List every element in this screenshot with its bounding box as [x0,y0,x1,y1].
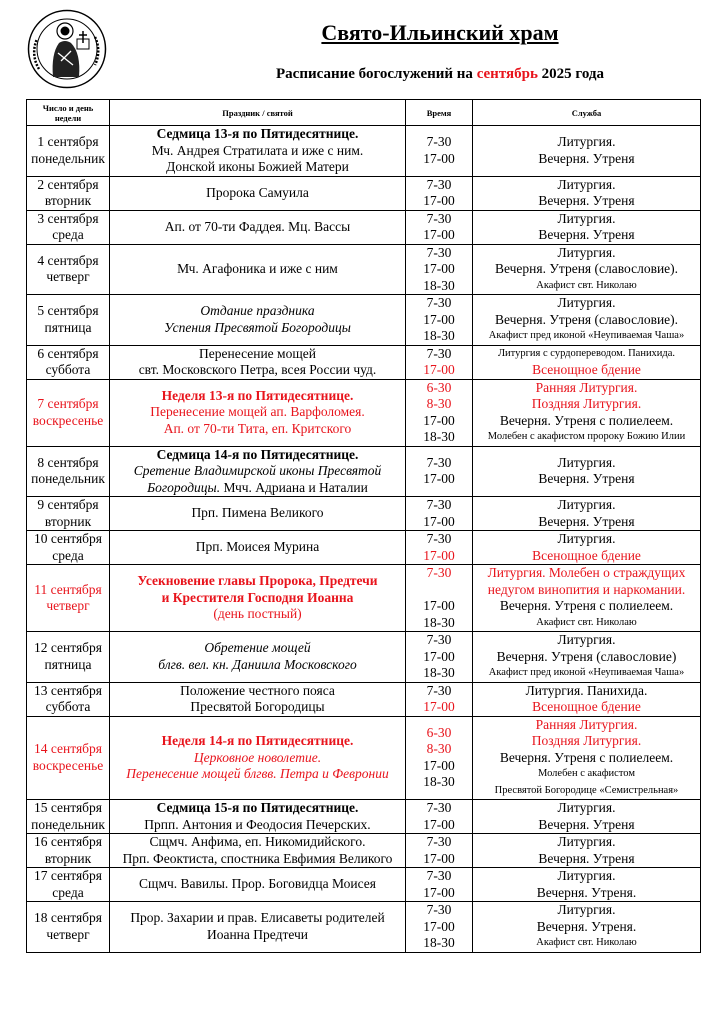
weekday: суббота [45,699,91,714]
weekday: вторник [44,193,92,208]
feast-line: Пресвятой Богородицы [190,699,325,714]
service-time: 17-00 [423,362,455,377]
service-time: 17-00 [423,648,455,664]
feast-cell [110,682,406,716]
time-cell [406,379,473,446]
feast-line: Иоанна Предтечи [206,926,309,942]
feast-line: Перенесение мощей [199,345,316,361]
feast-line: (день постный) [213,606,302,622]
feast-line: Успения Пресвятой Богородицы [164,319,351,335]
service-line: Вечерня. Утреня. [536,884,637,900]
feast-line: Мч. Андрея Стратилата и иже с ним. [151,142,364,158]
service-line: Акафист свт. Николаю [536,937,637,948]
day-date: 1 сентября [37,134,99,150]
service-line: Молебен с акафистом [538,768,635,779]
service-time: 18-30 [423,429,455,444]
feast-line: Прпп. Антония и Феодосия Печерских. [144,816,371,832]
service-line: Вечерня. Утреня [538,816,635,832]
service-time: 17-00 [423,884,455,900]
service-time: 7-30 [426,531,452,546]
feast-cell [110,800,406,834]
day-date: 4 сентября [37,252,99,268]
date-cell [27,632,110,683]
service-time: 7-30 [426,868,452,883]
subtitle-prefix: Расписание богослужений на [276,66,477,82]
table-row [27,716,701,800]
weekday: четверг [46,269,90,285]
feast-line: Положение честного пояса [180,682,335,698]
table-row [27,632,701,683]
time-cell [406,868,473,902]
time-cell [406,716,473,800]
day-date: 3 сентября [37,210,99,226]
date-cell [27,210,110,244]
service-time: 17-00 [423,227,455,242]
service-time: 7-30 [426,345,452,361]
feast-cell [110,565,406,632]
service-line: Акафист пред иконой «Неупиваемая Чаша» [488,330,685,341]
time-cell [406,345,473,379]
feast-cell [110,531,406,565]
service-line: Литургия. [557,497,616,512]
service-line: Поздняя Литургия. [531,733,642,748]
service-line: Литургия. [557,176,616,192]
service-line: Литургия. [557,834,616,849]
date-cell [27,682,110,716]
weekday: воскресенье [32,757,104,773]
feast-line: Седмица 13-я по Пятидесятнице. [156,126,359,141]
service-time: 7-30 [426,176,452,192]
table-row [27,682,701,716]
service-line: Литургия. [557,454,616,470]
weekday: понедельник [31,816,105,832]
service-line: Акафист свт. Николаю [536,279,637,291]
weekday: суббота [45,362,91,377]
service-line: Акафист свт. Николаю [536,616,637,628]
col-header-service: Служба [473,100,701,126]
table-row [27,834,701,868]
time-cell [406,446,473,497]
date-cell [27,176,110,210]
feast-line: Прп. Феоктиста, спостника Евфимия Великого [122,850,393,866]
feast-cell [110,176,406,210]
service-line: Литургия. [557,295,616,310]
service-cell [473,800,701,834]
table-row [27,210,701,244]
service-cell [473,716,701,800]
table-row [27,868,701,902]
feast-line: Прп. Моисея Мурина [195,539,320,555]
time-cell [406,565,473,632]
day-date: 18 сентября [33,910,102,926]
col-header-feast: Праздник / святой [110,100,406,126]
time-cell [406,834,473,868]
day-date: 15 сентября [33,800,102,815]
service-time: 18-30 [423,328,455,343]
service-time: 17-00 [423,547,455,563]
feast-cell [110,295,406,346]
feast-cell [110,210,406,244]
date-cell [27,446,110,497]
col-header-date: Число и день недели [27,100,110,126]
date-cell [27,244,110,295]
service-line: Всенощное бдение [532,699,641,714]
service-line: Ранняя Литургия. [535,716,638,732]
day-date: 16 сентября [33,834,102,849]
feast-line: Седмица 14-я по Пятидесятнице. [156,446,359,462]
time-cell [406,295,473,346]
feast-cell [110,345,406,379]
table-row [27,345,701,379]
service-line: Вечерня. Утреня [538,513,635,529]
service-line: Пресвятой Богородице «Семистрельная» [494,784,679,796]
service-time: 17-00 [423,918,455,934]
time-cell [406,244,473,295]
service-time: 17-00 [423,757,455,773]
time-cell [406,126,473,177]
time-cell [406,531,473,565]
service-time: 17-00 [423,850,455,866]
table-row [27,295,701,346]
feast-cell [110,834,406,868]
feast-line: блгв. вел. кн. Даниила Московского [158,656,357,672]
feast-line: Перенесение мощей ап. Варфоломея. [150,404,365,420]
service-time [408,582,470,599]
service-line: Всенощное бдение [532,547,641,563]
service-line: недугом винопития и наркомании. [487,581,686,597]
table-row [27,800,701,834]
feast-line: и Крестителя Господня Иоанна [161,589,354,605]
service-cell [473,902,701,953]
service-line: Акафист пред иконой «Неупиваемая Чаша» [488,667,685,678]
service-time: 7-30 [426,800,452,815]
page-title: Свято-Ильинский храм [321,20,559,45]
feast-cell [110,126,406,177]
time-cell [406,902,473,953]
service-line: Вечерня. Утреня с полиелеем. [499,598,674,613]
feast-line: Неделя 14-я по Пятидесятнице. [161,733,354,748]
feast-line: Пророка Самуила [206,184,309,200]
date-cell [27,868,110,902]
date-cell [27,126,110,177]
service-time: 18-30 [423,665,455,680]
service-cell [473,295,701,346]
service-time: 7-30 [426,682,452,698]
feast-line: Обретение мощей [204,640,311,656]
service-time: 17-00 [423,261,455,276]
service-time: 17-00 [423,513,455,529]
service-line: Литургия. [557,134,616,150]
service-time: 18-30 [423,614,455,630]
weekday: среда [52,547,84,563]
feast-cell [110,244,406,295]
service-line: Поздняя Литургия. [531,396,642,411]
feast-line: Отдание праздника [200,303,315,319]
schedule-subtitle [200,66,680,83]
feast-cell [110,868,406,902]
service-cell [473,176,701,210]
time-cell [406,497,473,531]
service-cell [473,834,701,868]
time-cell [406,632,473,683]
feast-line: Неделя 13-я по Пятидесятнице. [161,387,354,403]
table-row [27,497,701,531]
subtitle-year: 2025 года [537,66,604,82]
schedule-table [26,99,701,953]
date-cell [27,295,110,346]
service-cell [473,244,701,295]
date-cell [27,531,110,565]
service-cell [473,210,701,244]
day-date: 14 сентября [33,741,102,757]
service-cell [473,632,701,683]
service-time: 17-00 [423,471,455,487]
date-cell [27,800,110,834]
table-row [27,126,701,177]
feast-cell [110,379,406,446]
weekday: среда [52,227,84,242]
service-cell [473,565,701,632]
day-date: 13 сентября [33,682,102,698]
service-line: Вечерня. Утреня [538,471,635,487]
weekday: среда [52,884,84,900]
feast-line: Донской иконы Божией Матери [166,159,349,174]
service-line: Вечерня. Утреня (славословие). [494,261,679,276]
feast-cell [110,902,406,953]
time-cell [406,682,473,716]
feast-line: Мч. Агафоника и иже с ним [177,261,338,276]
date-cell [27,497,110,531]
feast-line: Прп. Пимена Великого [191,505,324,521]
service-line: Литургия. [557,902,616,917]
service-line: Вечерня. Утреня [538,193,635,208]
table-row [27,565,701,632]
service-line: Литургия с сурдопереводом. Панихида. [497,347,676,359]
weekday: четверг [46,926,90,942]
service-line: Вечерня. Утреня с полиелеем. [499,412,674,428]
service-line: Литургия. [557,868,616,883]
schedule-body [27,126,701,953]
weekday: четверг [46,598,90,613]
weekday: вторник [44,850,92,866]
feast-cell [110,446,406,497]
service-time: 8-30 [426,396,452,411]
feast-line: Ап. от 70-ти Фаддея. Мц. Вассы [164,218,351,234]
service-time: 17-00 [423,598,455,613]
service-cell [473,126,701,177]
feast-line: свт. Московского Петра, всея России чуд. [138,362,377,377]
service-time: 18-30 [423,277,455,293]
table-row [27,176,701,210]
service-cell [473,345,701,379]
service-time: 8-30 [426,741,452,757]
date-cell [27,565,110,632]
service-time: 17-00 [423,699,455,714]
date-cell [27,834,110,868]
service-time: 18-30 [423,935,455,950]
service-line: Вечерня. Утреня (славословие) [496,648,677,664]
feast-line: Ап. от 70-ти Тита, еп. Критского [163,420,352,436]
date-cell [27,716,110,800]
feast-line: Прор. Захарии и прав. Елисаветы родителей [130,910,385,926]
col-header-time: Время [406,100,473,126]
feast-cell [110,716,406,800]
table-row [27,446,701,497]
day-date: 7 сентября [37,396,99,411]
service-line: Литургия. [557,531,616,546]
service-time: 7-30 [426,210,452,226]
service-time: 7-30 [426,244,452,260]
feast-line: Усекновение главы Пророка, Предтечи [137,573,378,589]
service-line: Литургия. Молебен о страждущих [487,565,686,580]
service-time: 7-30 [426,134,452,150]
weekday: понедельник [31,150,105,166]
service-time: 7-30 [426,902,452,917]
date-cell [27,345,110,379]
service-cell [473,497,701,531]
time-cell [406,210,473,244]
service-line: Литургия. Панихида. [525,682,648,698]
feast-cell [110,632,406,683]
service-line: Вечерня. Утреня [538,150,635,166]
day-date: 12 сентября [33,640,102,656]
service-line: Вечерня. Утреня [538,850,635,866]
date-cell [27,902,110,953]
feast-line: Сщмч. Анфима, еп. Никомидийского. [149,834,366,849]
service-line: Вечерня. Утреня (славословие). [494,311,679,327]
service-time: 7-30 [426,454,452,470]
service-time: 7-30 [426,834,452,849]
feast-line: Церковное новолетие. [193,749,322,765]
church-logo [27,9,107,89]
weekday: вторник [44,513,92,529]
service-time: 17-00 [423,412,455,428]
feast-line: Седмица 15-я по Пятидесятнице. [156,800,359,815]
service-time: 7-30 [426,497,452,512]
service-line: Литургия. [557,210,616,226]
service-line: Вечерня. Утреня [538,227,635,242]
service-time: 18-30 [423,774,455,790]
weekday: понедельник [31,471,105,487]
weekday: пятница [44,656,92,672]
day-date: 2 сентября [37,176,99,192]
service-line: Всенощное бдение [532,362,641,377]
service-time: 6-30 [426,379,452,395]
service-time: 7-30 [426,295,452,310]
table-row [27,531,701,565]
day-date: 6 сентября [37,345,99,361]
table-header-row [27,100,701,126]
day-date: 17 сентября [33,868,102,883]
service-line: Ранняя Литургия. [535,379,638,395]
service-time: 6-30 [426,724,452,740]
time-cell [406,800,473,834]
service-time: 17-00 [423,150,455,166]
weekday: пятница [44,319,92,335]
weekday: воскресенье [32,412,104,428]
service-time: 7-30 [426,632,452,647]
service-line: Молебен с акафистом пророку Божию Илии [487,431,686,442]
day-date: 10 сентября [33,531,102,546]
subtitle-month: сентябрь [476,66,538,82]
service-line: Литургия. [557,244,616,260]
day-date: 5 сентября [37,303,99,319]
feast-line: Перенесение мощей блгвв. Петра и Февронии [126,766,389,781]
service-cell [473,868,701,902]
service-line: Вечерня. Утреня с полиелеем. [499,749,674,765]
service-line: Вечерня. Утреня. [536,918,637,934]
day-date: 11 сентября [34,581,102,597]
service-line: Литургия. [557,800,616,815]
service-cell [473,379,701,446]
feast-line: Сретение Владимирской иконы Пресвятой [133,463,382,478]
day-date: 9 сентября [37,497,99,512]
service-time: 17-00 [423,311,455,327]
feast-line: Богородицы. Мчч. Адриана и Наталии [147,479,368,495]
table-row [27,244,701,295]
date-cell [27,379,110,446]
table-row [27,379,701,446]
service-time: 17-00 [423,816,455,832]
feast-cell [110,497,406,531]
service-cell [473,682,701,716]
day-date: 8 сентября [37,454,99,470]
feast-line: Сщмч. Вавилы. Прор. Боговидца Моисея [139,876,376,892]
service-line: Литургия. [557,632,616,647]
service-cell [473,531,701,565]
service-time: 7-30 [426,565,452,580]
table-row [27,902,701,953]
time-cell [406,176,473,210]
service-time: 17-00 [423,193,455,208]
service-cell [473,446,701,497]
